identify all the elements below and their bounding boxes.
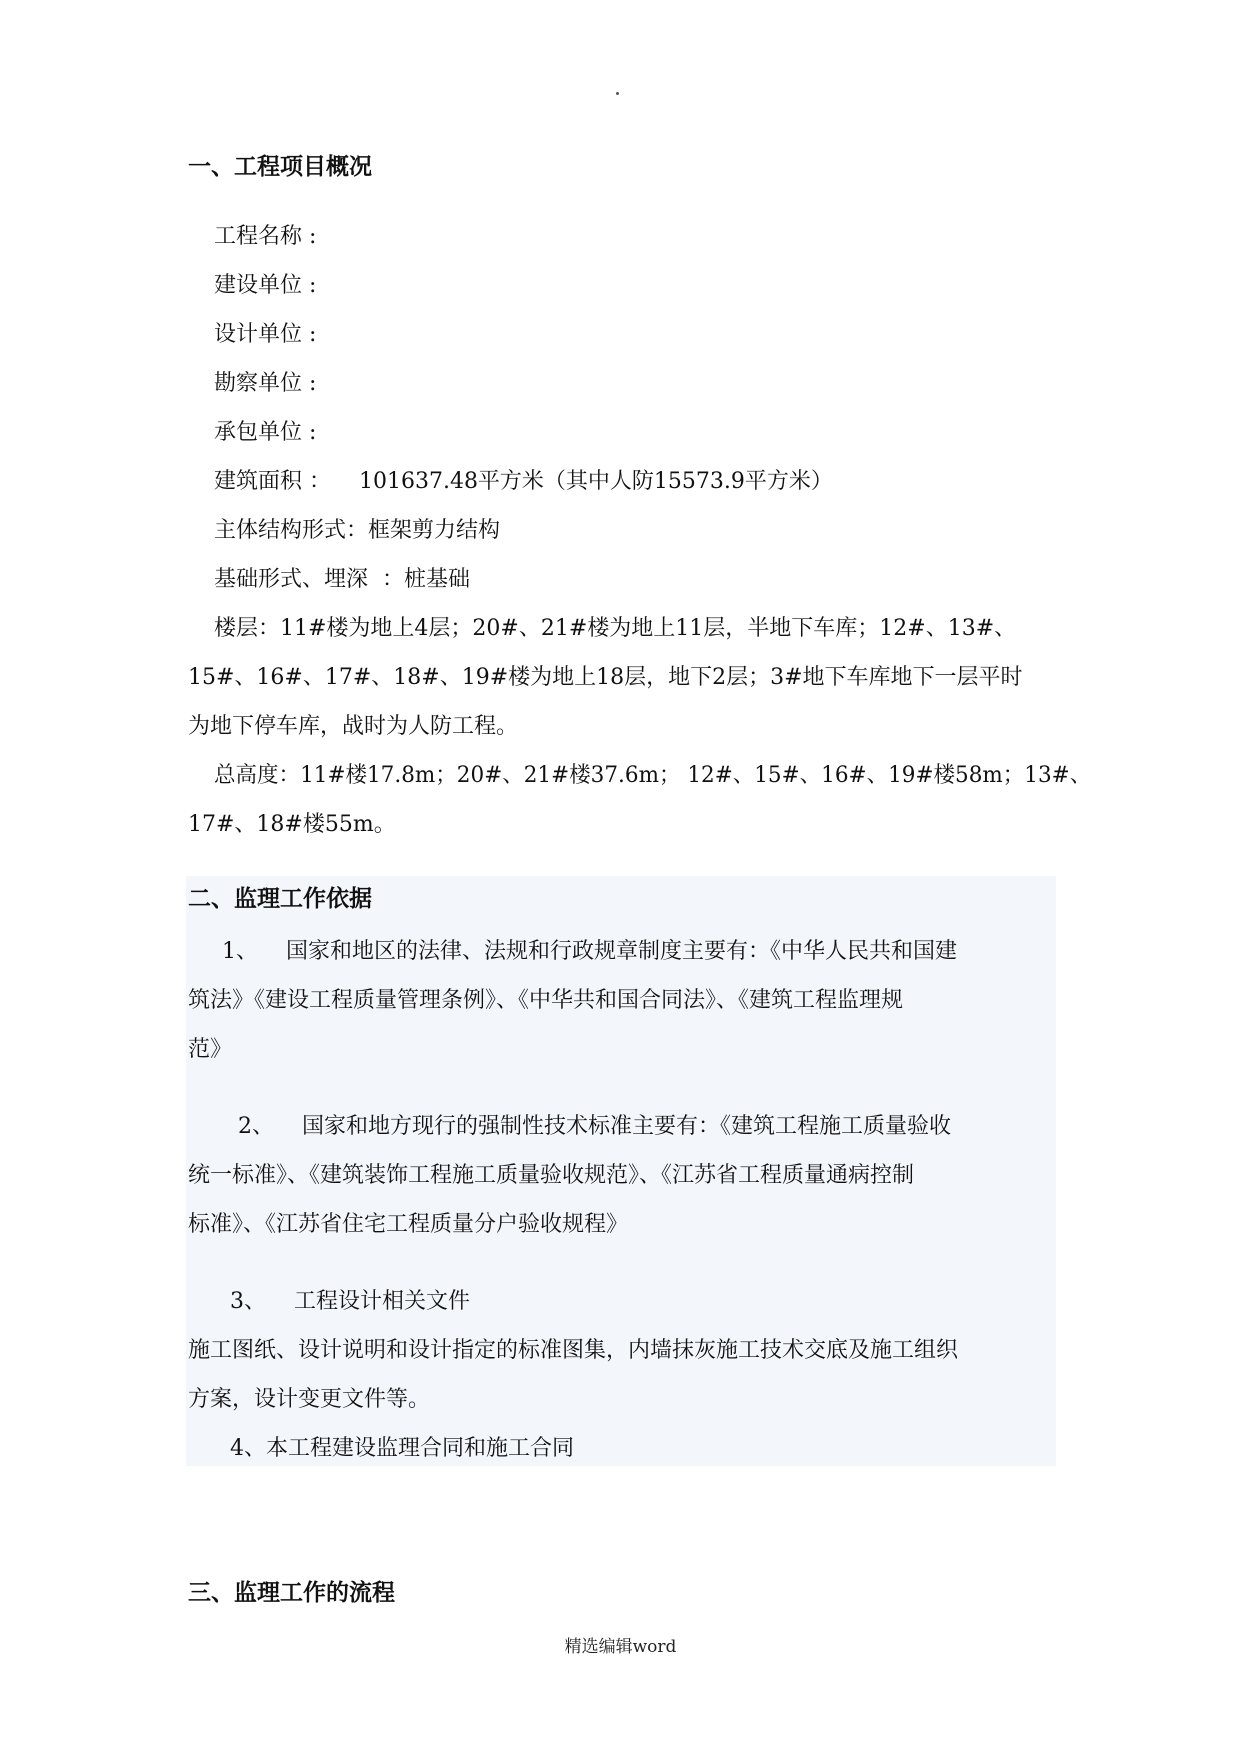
field-building-area: 建筑面积 ： 101637.48平方米（其中人防15573.9平方米） (214, 469, 833, 494)
basis-item3-title: 3、 工程设计相关文件 (230, 1289, 470, 1314)
field-designer: 设计单位 : (214, 322, 317, 347)
basis-item1-line-1: 1、 国家和地区的法律、法规和行政规章制度主要有：《中华人民共和国建 (222, 939, 957, 964)
basis-item2-line-1: 2、 国家和地方现行的强制性技术标准主要有：《建筑工程施工质量验收 (238, 1114, 951, 1139)
height-line-2: 17#、18#楼55m。 (188, 812, 396, 837)
basis-item2-line-2: 统一标准》、《建筑装饰工程施工质量验收规范》、《江苏省工程质量通病控制 (188, 1163, 915, 1188)
floors-line-2: 15#、16#、17#、18#、19#楼为地上18层，地下2层；3#地下车库地下一层平时 (188, 665, 1023, 690)
field-owner: 建设单位 : (214, 273, 317, 298)
basis-item3-line-2: 方案，设计变更文件等。 (188, 1387, 431, 1412)
field-structure: 主体结构形式：框架剪力结构 (214, 518, 501, 543)
section1-title: 一、工程项目概况 (188, 154, 372, 180)
basis-item1-line-3: 范》 (188, 1037, 233, 1062)
field-project-name: 工程名称 : (214, 224, 317, 249)
field-surveyor: 勘察单位 : (214, 371, 317, 396)
basis-item3-line-1: 施工图纸、设计说明和设计指定的标准图集，内墙抹灰施工技术交底及施工组织 (188, 1338, 959, 1363)
header-dot (616, 92, 619, 95)
floors-line-1: 楼层：11#楼为地上4层；20#、21#楼为地上11层，半地下车库；12#、13#、 (214, 616, 1017, 641)
basis-item4: 4、本工程建设监理合同和施工合同 (230, 1436, 574, 1461)
basis-item2-line-3: 标准》、《江苏省住宅工程质量分户验收规程》 (188, 1212, 629, 1237)
floors-line-3: 为地下停车库，战时为人防工程。 (188, 714, 519, 739)
section2-title: 二、监理工作依据 (188, 886, 372, 912)
basis-item1-line-2: 筑法》《建设工程质量管理条例》、《中华共和国合同法》、《建筑工程监理规 (188, 988, 904, 1013)
field-foundation: 基础形式、埋深 ：桩基础 (214, 567, 470, 592)
section3-title: 三、监理工作的流程 (188, 1580, 395, 1606)
height-line-1: 总高度：11#楼17.8m；20#、21#楼37.6m； 12#、15#、16#、19#楼58m；13#、 (214, 763, 1092, 788)
page-footer: 精选编辑word (564, 1637, 677, 1657)
field-contractor: 承包单位 : (214, 420, 317, 445)
